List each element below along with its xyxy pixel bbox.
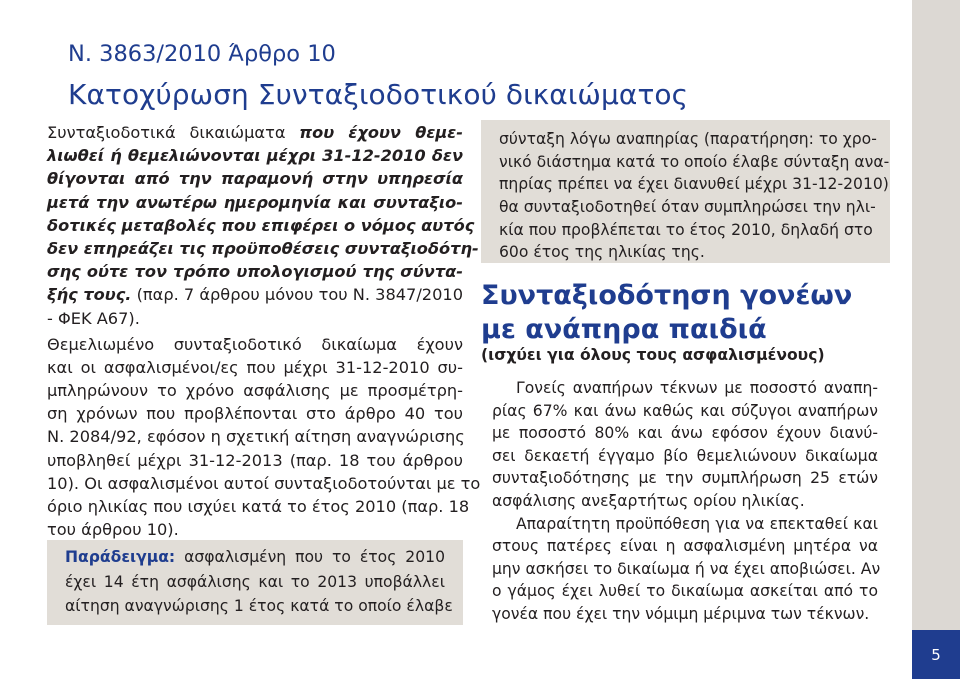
paragraph-line: ση χρόνων που προβλέπονται στο άρθρο 40 του	[47, 404, 463, 424]
paragraph-line: μην ασκήσει το δικαίωμα ή να έχει αποβιώσει. Αν	[492, 559, 881, 578]
side-strip	[912, 0, 960, 679]
paragraph-line: και οι ασφαλισμένοι/ες που μέχρι 31-12-2010 συ-	[47, 357, 463, 377]
law-title: N. 3863/2010 Άρθρο 10	[68, 41, 336, 67]
example-label: Παράδειγμα:	[65, 548, 176, 566]
paragraph-line: Ν. 2084/92, εφόσον η σχετική αίτηση αναγνώρισης	[47, 427, 465, 447]
paragraph-line: δεν επηρεάζει τις προϋποθέσεις συνταξιοδότη-	[47, 238, 479, 258]
paragraph-line: θίγονται από την παραμονή στην υπηρεσία	[47, 169, 463, 189]
example-line: νικό διάστημα κατά το οποίο έλαβε σύνταξη ανα-	[499, 152, 890, 171]
page-number-text: 5	[931, 645, 941, 664]
example-line: έχει 14 έτη ασφάλισης και το 2013 υποβάλλει	[65, 572, 445, 591]
page-number	[912, 630, 960, 679]
paragraph-line: Συνταξιοδοτικά δικαιώματα που έχουν θεμε-	[47, 123, 463, 142]
paragraph-line: ο γάμος έχει λυθεί το δικαίωμα ασκείται από το	[492, 582, 878, 601]
paragraph-line: δοτικές μεταβολές που επιφέρει ο νόμος αυτός	[47, 215, 475, 235]
example-line: Παράδειγμα: ασφαλισμένη που το έτος 2010	[65, 548, 445, 566]
paragraph-line: με ποσοστό 80% και άνω εφόσον έχουν διανύ-	[492, 424, 878, 443]
paragraph-line: γονέα που έχει την νόμιμη μέριμνα των τέκνων.	[492, 604, 870, 623]
example-line: σύνταξη λόγω αναπηρίας (παρατήρηση: το χρο-	[499, 130, 877, 148]
paragraph-line: 10). Οι ασφαλισμένοι αυτοί συνταξιοδοτούνται με το	[47, 473, 481, 493]
left-column	[47, 121, 481, 541]
example-line: κία που προβλέπεται το έτος 2010, δηλαδή στο	[499, 220, 873, 239]
paragraph-line: - ΦΕΚ Α67).	[47, 308, 140, 328]
example-box	[47, 540, 463, 625]
paragraph-line: σει δεκαετή έγγαμο βίο θεμελιώνουν δικαίωμα	[492, 446, 878, 465]
paragraph-line: συνταξιοδότησης με την συμπλήρωση 25 ετών	[492, 469, 878, 488]
example-line: αίτηση αναγνώρισης 1 έτος κατά το οποίο έλαβε	[65, 597, 453, 615]
paragraph-line: μετά την ανωτέρω ημερομηνία και συνταξιο-	[47, 192, 463, 212]
example-continuation-box	[481, 120, 890, 263]
paragraph-line: Θεμελιωμένο συνταξιοδοτικό δικαίωμα έχουν	[47, 334, 463, 354]
section-heading: με ανάπηρα παιδιά	[481, 314, 767, 345]
paragraph-line: Γονείς αναπήρων τέκνων με ποσοστό αναπη-	[516, 379, 878, 397]
example-line: πηρίας πρέπει να έχει διανυθεί μέχρι 31-12-2010)	[499, 175, 889, 194]
paragraph-line: όριο ηλικίας που ισχύει κατά το έτος 2010 (παρ. 18	[47, 497, 470, 516]
paragraph-line: μπληρώνουν το χρόνο ασφάλισης με προσμέτρη-	[47, 381, 463, 401]
paragraph-line: Απαραίτητη προϋπόθεση για να επεκταθεί και	[516, 514, 878, 533]
section-body	[492, 377, 881, 626]
example-line: θα συνταξιοδοτηθεί όταν συμπληρώσει την ηλι-	[499, 198, 876, 217]
example-line: 60ο έτος της ηλικίας της.	[499, 243, 705, 262]
paragraph-line: του άρθρου 10).	[47, 520, 179, 540]
section-subtitle: (ισχύει για όλους τους ασφαλισμένους)	[481, 346, 825, 364]
paragraph-line: υποβληθεί μέχρι 31-12-2013 (παρ. 18 του άρθρου	[47, 450, 463, 470]
paragraph-line: σης ούτε τον τρόπο υπολογισμού της σύντα-	[47, 262, 463, 282]
section-heading: Συνταξιοδότηση γονέων	[481, 280, 853, 311]
paragraph-line: λιωθεί ή θεμελιώνονται μέχρι 31-12-2010 δεν	[47, 146, 463, 166]
paragraph-line: ξής τους. (παρ. 7 άρθρου μόνου του Ν. 3847/2010	[47, 285, 463, 305]
paragraph-line: ασφάλισης ανεξαρτήτως ορίου ηλικίας.	[492, 491, 805, 510]
paragraph-line: στους πατέρες είναι η ασφαλισμένη μητέρα να	[492, 537, 878, 556]
paragraph-line: ρίας 67% και άνω καθώς και σύζυγοι αναπήρων	[492, 401, 878, 420]
main-title: Κατοχύρωση Συνταξιοδοτικού δικαιώματος	[68, 78, 689, 111]
